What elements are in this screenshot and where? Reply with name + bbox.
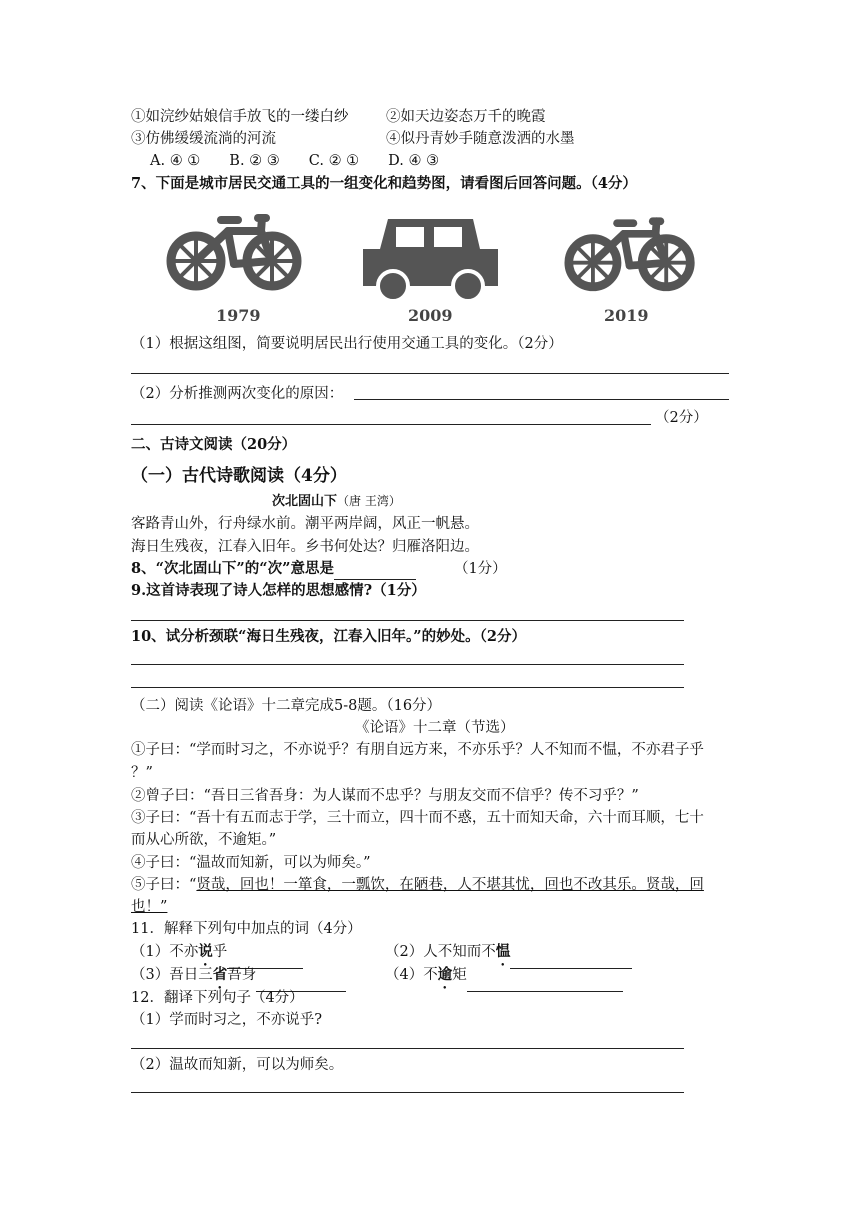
q8-text: 8、“次北固山下”的“次”意思是 <box>131 560 334 577</box>
bicycle-icon <box>166 206 306 301</box>
q11-2-prefix: （2）人不知而不 <box>385 944 496 960</box>
poem-line-1: 客路青山外，行舟绿水前。潮平两岸阔，风正一帆悬。 <box>131 516 479 532</box>
passage-5-prefix: ⑤子曰：“ <box>131 877 197 893</box>
dotted-word: 说 <box>198 943 213 960</box>
answer-line[interactable] <box>131 1092 684 1093</box>
dotted-word: 愠 <box>495 943 511 960</box>
poem-line-2: 海日生残夜，江春入旧年。乡书何处达？归雁洛阳边。 <box>131 539 479 555</box>
poem-author: （唐 王湾） <box>337 494 401 508</box>
answer-line[interactable] <box>131 620 684 621</box>
analects-part-title: （二）阅读《论语》十二章完成5-8题。（16分） <box>131 698 442 714</box>
analects-passage-2: ②曾子曰：“吾日三省吾身：为人谋而不忠乎？与朋友交而不信乎？传不习乎？” <box>131 788 639 804</box>
q12-item-1: （1）学而时习之，不亦说乎? <box>131 1012 322 1028</box>
year-label: 1979 <box>216 306 261 325</box>
q11-3-suffix: 吾身 <box>227 967 257 983</box>
q8-blank[interactable] <box>334 563 416 580</box>
q11-1-prefix: （1）不亦 <box>131 944 199 960</box>
bicycle-icon <box>564 208 699 303</box>
q11-4-prefix: （4）不 <box>385 967 438 983</box>
passage-5-underlined: 贤哉，回也！一箪食，一瓢饮，在陋巷，人不堪其忧，回也不改其乐。贤哉，回 <box>196 877 704 893</box>
answer-line[interactable] <box>131 1048 684 1049</box>
q8 <box>131 558 507 580</box>
option-4: ④似丹青妙手随意泼洒的水墨 <box>386 131 575 147</box>
year-label: 2009 <box>408 306 453 325</box>
options-row-1 <box>131 106 546 128</box>
analects-passage-3a: ③子曰：“吾十有五而志于学，三十而立，四十而不惑，五十而知天命，六十而耳顺，七十 <box>131 810 704 826</box>
q11-4-blank[interactable] <box>467 975 623 992</box>
answer-choices: A. ④ ① B. ② ③ C. ② ① D. ④ ③ <box>150 153 440 169</box>
q11-4-suffix: 矩 <box>452 967 467 983</box>
q7-sub1: （1）根据这组图，简要说明居民出行使用交通工具的变化。（2分） <box>131 336 563 352</box>
year-label: 2019 <box>604 306 649 325</box>
q7-title: 7、下面是城市居民交通工具的一组变化和趋势图，请看图后回答问题。（4分） <box>131 175 637 192</box>
answer-line[interactable] <box>354 399 729 400</box>
q9: 9.这首诗表现了诗人怎样的思想感情?（1分） <box>131 582 426 599</box>
option-1: ①如浣纱姑娘信手放飞的一缕白纱 <box>131 109 349 125</box>
answer-line[interactable] <box>131 373 729 374</box>
analects-passage-5a <box>131 874 704 896</box>
q11: 11．解释下列句中加点的词（4分） <box>131 921 362 937</box>
dotted-word: 逾 <box>437 966 453 983</box>
q11-1-suffix: 乎 <box>212 944 228 960</box>
option-2: ②如天边姿态万千的晚霞 <box>386 109 546 125</box>
q7-sub2-score: （2分） <box>655 410 708 426</box>
answer-line[interactable] <box>131 424 651 425</box>
analects-subtitle: 《论语》十二章（节选） <box>355 720 515 736</box>
q12-item-2: （2）温故而知新，可以为师矣。 <box>131 1057 344 1073</box>
analects-passage-4: ④子曰：“温故而知新，可以为师矣。” <box>131 855 371 871</box>
answer-line[interactable] <box>131 664 684 665</box>
q11-item-4 <box>385 964 623 992</box>
section-2-title: 二、古诗文阅读（20分） <box>131 436 297 453</box>
poem-title: 次北固山下 <box>272 494 338 509</box>
analects-passage-1b: ？” <box>131 765 153 781</box>
answer-line[interactable] <box>131 687 684 688</box>
q12: 12．翻译下列句子（4分） <box>131 990 304 1006</box>
poetry-part-title: （一）古代诗歌阅读（4分） <box>131 466 347 486</box>
transport-trend-figure <box>166 206 746 331</box>
poem-heading <box>272 490 401 513</box>
analects-passage-5b: 也！” <box>131 899 168 915</box>
option-3: ③仿佛缓缓流淌的河流 <box>131 131 276 147</box>
analects-passage-3b: 而从心所欲，不逾矩。” <box>131 832 277 848</box>
q11-3-prefix: （3）吾日三 <box>131 967 213 983</box>
car-icon <box>358 214 503 304</box>
options-row-2 <box>131 128 575 150</box>
q8-score: （1分） <box>453 561 507 577</box>
q10: 10、试分析颈联“海日生残夜，江春入旧年。”的妙处。（2分） <box>131 628 526 645</box>
q7-sub2: （2）分析推测两次变化的原因： <box>131 386 344 402</box>
dotted-word: 省 <box>212 966 228 983</box>
analects-passage-1a: ①子曰：“学而时习之，不亦说乎？有朋自远方来，不亦乐乎？人不知而不愠，不亦君子乎 <box>131 742 704 758</box>
